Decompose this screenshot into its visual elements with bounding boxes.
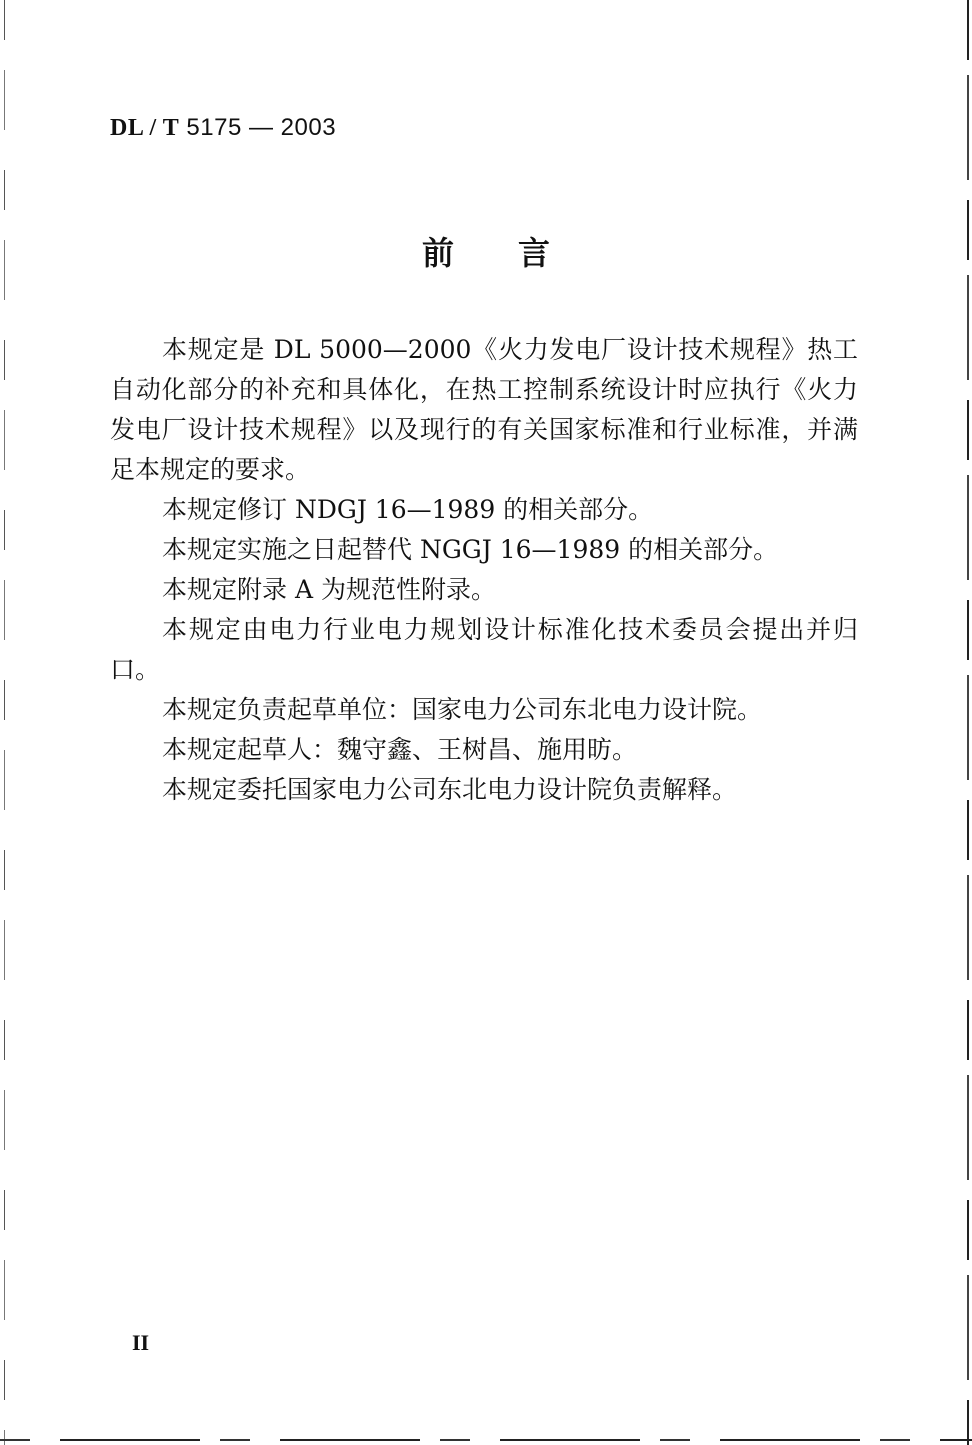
- paragraph: 本规定修订 NDGJ 16—1989 的相关部分。: [162, 495, 654, 524]
- paragraph: 本规定负责起草单位：国家电力公司东北电力设计院。: [162, 695, 763, 724]
- paragraph: 本规定起草人：魏守鑫、王树昌、施用昉。: [162, 735, 638, 764]
- paragraph: 本规定委托国家电力公司东北电力设计院负责解释。: [162, 775, 738, 804]
- scan-edge-right: [967, 0, 969, 1445]
- standard-code: [110, 114, 336, 142]
- paragraph: 本规定是 DL 5000—2000《火力发电厂设计技术规程》热工自动化部分的补充和具体化，在热工控制系统设计时应执行《火力发电厂设计技术规程》以及现行的有关国家标准和行业标准，并满足本规定的要求。: [110, 335, 858, 484]
- standard-code-prefix: DL / T: [110, 115, 180, 141]
- standard-code-number: 5175 — 2003: [179, 114, 337, 141]
- section-title: 前言: [421, 234, 614, 272]
- paragraph: 本规定实施之日起替代 NGGJ 16—1989 的相关部分。: [162, 535, 779, 564]
- paragraph: 本规定附录 A 为规范性附录。: [162, 575, 496, 604]
- scan-edge-bottom: [0, 1439, 972, 1441]
- scan-edge-left: [4, 0, 5, 1445]
- page-number: II: [132, 1330, 150, 1355]
- paragraph: 本规定由电力行业电力规划设计标准化技术委员会提出并归口。: [110, 615, 858, 684]
- foreword-body: [110, 330, 858, 810]
